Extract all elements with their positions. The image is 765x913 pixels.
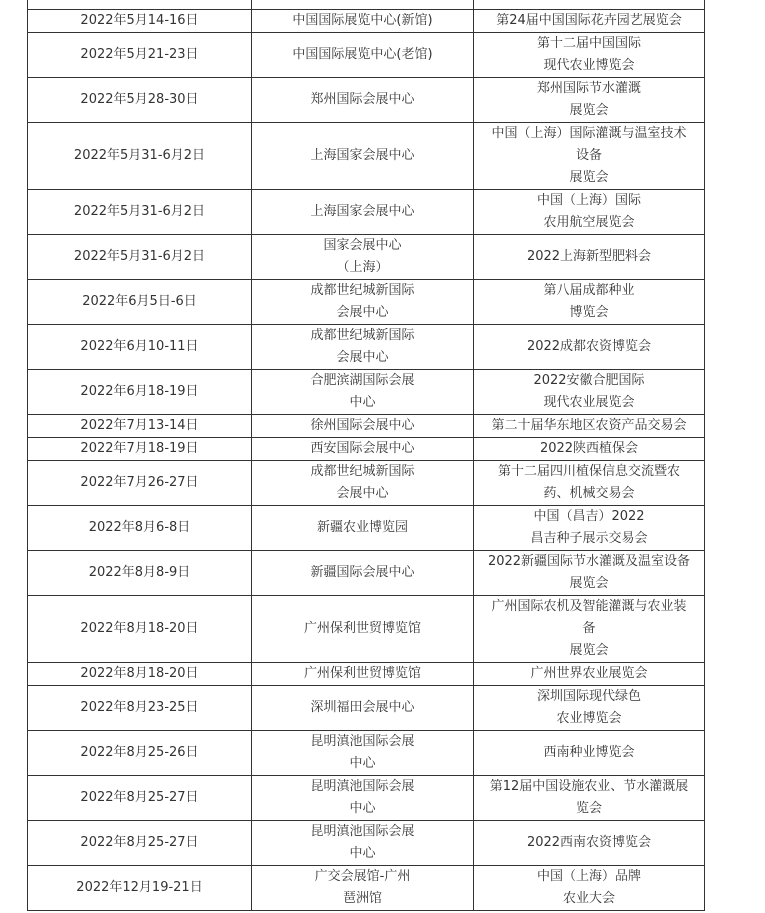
date-cell: 2022年8月18-20日 <box>28 596 252 663</box>
event-cell <box>474 438 705 461</box>
table-row <box>28 190 705 235</box>
event-cell-line: 第二十届华东地区农资产品交易会 <box>491 418 687 433</box>
venue-cell-line: 中心 <box>349 756 376 771</box>
venue-cell <box>252 438 474 461</box>
venue-cell <box>252 506 474 551</box>
date-cell: 2022年8月25-27日 <box>28 821 252 866</box>
event-cell <box>474 551 705 596</box>
event-cell-line: 广州世界农业展览会 <box>530 666 648 681</box>
event-cell <box>474 866 705 911</box>
venue-cell-line: 昆明滇池国际会展 <box>310 824 415 839</box>
event-cell-line: 中国（昌吉）2022 <box>533 509 645 524</box>
table-row <box>28 461 705 506</box>
event-cell-line: 第十二届中国国际 <box>536 36 641 51</box>
date-cell: 2022年7月13-14日 <box>28 415 252 438</box>
event-cell-line: 博览会 <box>569 305 609 320</box>
table-row <box>28 370 705 415</box>
event-cell-line: 深圳国际现代绿色 <box>536 689 641 704</box>
table-row <box>28 438 705 461</box>
date-cell: 2022年8月18-20日 <box>28 663 252 686</box>
table-body <box>28 0 705 911</box>
event-cell <box>474 235 705 280</box>
venue-cell <box>252 33 474 78</box>
venue-cell-line: 上海国家会展中心 <box>310 148 415 163</box>
venue-cell-line: 中心 <box>349 801 376 816</box>
event-cell-line: 昌吉种子展示交易会 <box>530 531 648 546</box>
date-cell: 2022年7月18-19日 <box>28 438 252 461</box>
event-cell-line: 2022西南农资博览会 <box>526 835 652 850</box>
venue-cell <box>252 10 474 33</box>
event-cell <box>474 123 705 190</box>
venue-cell <box>252 325 474 370</box>
date-cell: 2022年8月23-25日 <box>28 686 252 731</box>
venue-cell-line: 广交会展馆-广州 <box>314 869 411 884</box>
date-cell <box>28 0 252 10</box>
table-row <box>28 325 705 370</box>
venue-cell-line: 合肥滨湖国际会展 <box>310 373 415 388</box>
event-cell-line: 设备 <box>575 148 602 163</box>
event-cell-line: 第12届中国设施农业、节水灌溉展 <box>489 779 689 794</box>
event-cell <box>474 461 705 506</box>
event-cell-line: 现代农业博览会 <box>543 58 635 73</box>
venue-cell-line: 成都世纪城新国际 <box>310 283 415 298</box>
venue-cell-line: 中心 <box>349 846 376 861</box>
venue-cell-line: 中心 <box>349 395 376 410</box>
venue-cell <box>252 821 474 866</box>
date-cell: 2022年5月21-23日 <box>28 33 252 78</box>
venue-cell <box>252 686 474 731</box>
table-row <box>28 0 705 10</box>
venue-cell-line: 中国国际展览中心(新馆) <box>292 13 433 28</box>
date-cell: 2022年5月31-6月2日 <box>28 235 252 280</box>
table-row <box>28 123 705 190</box>
event-cell-line: 郑州国际节水灌溉 <box>536 81 641 96</box>
event-cell-line: 农业博览会 <box>556 711 622 726</box>
date-cell: 2022年6月10-11日 <box>28 325 252 370</box>
event-cell <box>474 190 705 235</box>
venue-cell-line: （上海） <box>336 260 389 275</box>
table-row <box>28 821 705 866</box>
venue-cell <box>252 663 474 686</box>
event-cell <box>474 78 705 123</box>
date-cell: 2022年6月5日-6日 <box>28 280 252 325</box>
venue-cell <box>252 731 474 776</box>
venue-cell-line: 广州保利世贸博览馆 <box>303 621 421 636</box>
table-row <box>28 235 705 280</box>
table-row <box>28 280 705 325</box>
venue-cell-line: 中国国际展览中心(老馆) <box>292 47 433 62</box>
event-cell-line: 2022成都农资博览会 <box>526 339 652 354</box>
venue-cell-line: 郑州国际会展中心 <box>310 92 415 107</box>
table-row <box>28 78 705 123</box>
venue-cell <box>252 123 474 190</box>
event-cell-line: 2022上海新型肥料会 <box>526 249 652 264</box>
event-cell <box>474 663 705 686</box>
date-cell: 2022年8月8-9日 <box>28 551 252 596</box>
event-cell <box>474 776 705 821</box>
date-cell: 2022年8月25-26日 <box>28 731 252 776</box>
event-cell-line: 中国（上海）国际 <box>536 193 641 208</box>
table-row <box>28 551 705 596</box>
event-cell-line: 广州国际农机及智能灌溉与农业装 <box>491 599 687 614</box>
venue-cell-line: 会展中心 <box>336 350 389 365</box>
venue-cell <box>252 415 474 438</box>
exhibition-schedule-table-wrapper <box>27 0 704 911</box>
venue-cell <box>252 370 474 415</box>
event-cell-line: 展览会 <box>569 103 609 118</box>
date-cell: 2022年5月31-6月2日 <box>28 123 252 190</box>
event-cell-line: 览会 <box>575 801 602 816</box>
event-cell-line: 展览会 <box>569 643 609 658</box>
venue-cell-line: 昆明滇池国际会展 <box>310 734 415 749</box>
event-cell <box>474 506 705 551</box>
venue-cell-line: 新疆国际会展中心 <box>310 565 415 580</box>
venue-cell <box>252 78 474 123</box>
venue-cell-line: 昆明滇池国际会展 <box>310 779 415 794</box>
table-row <box>28 33 705 78</box>
event-cell <box>474 33 705 78</box>
event-cell-line: 2022新疆国际节水灌溉及温室设备 <box>487 554 691 569</box>
table-row <box>28 663 705 686</box>
table-row <box>28 596 705 663</box>
venue-cell-line: 会展中心 <box>336 305 389 320</box>
event-cell-line: 农用航空展览会 <box>543 215 635 230</box>
venue-cell-line: 琶洲馆 <box>342 891 382 906</box>
event-cell-line: 农业大会 <box>562 891 615 906</box>
venue-cell-line: 徐州国际会展中心 <box>310 418 415 433</box>
table-row <box>28 731 705 776</box>
event-cell-line: 展览会 <box>569 576 609 591</box>
event-cell <box>474 325 705 370</box>
venue-cell-line: 上海国家会展中心 <box>310 204 415 219</box>
event-cell <box>474 0 705 10</box>
venue-cell-line: 深圳福田会展中心 <box>310 700 415 715</box>
event-cell-line: 备 <box>582 621 596 636</box>
venue-cell <box>252 776 474 821</box>
date-cell: 2022年6月18-19日 <box>28 370 252 415</box>
venue-cell-line: 会展中心 <box>336 486 389 501</box>
venue-cell <box>252 866 474 911</box>
venue-cell-line: 西安国际会展中心 <box>310 441 415 456</box>
event-cell <box>474 415 705 438</box>
event-cell-line: 西南种业博览会 <box>543 745 635 760</box>
venue-cell-line: 新疆农业博览园 <box>316 520 408 535</box>
event-cell-line: 2022陕西植保会 <box>539 441 639 456</box>
table-row <box>28 415 705 438</box>
event-cell-line: 药、机械交易会 <box>543 486 635 501</box>
venue-cell <box>252 551 474 596</box>
event-cell-line: 展览会 <box>569 170 609 185</box>
date-cell: 2022年8月6-8日 <box>28 506 252 551</box>
venue-cell <box>252 0 474 10</box>
event-cell-line: 中国（上海）品牌 <box>536 869 641 884</box>
venue-cell <box>252 596 474 663</box>
venue-cell-line: 成都世纪城新国际 <box>310 328 415 343</box>
event-cell-line: 2022安徽合肥国际 <box>533 373 645 388</box>
event-cell <box>474 280 705 325</box>
event-cell-line: 第24届中国国际花卉园艺展览会 <box>496 13 682 28</box>
venue-cell <box>252 235 474 280</box>
event-cell-line: 第十二届四川植保信息交流暨农 <box>497 464 680 479</box>
event-cell-line: 第八届成都种业 <box>543 283 635 298</box>
event-cell <box>474 821 705 866</box>
event-cell <box>474 596 705 663</box>
table-row <box>28 686 705 731</box>
event-cell <box>474 370 705 415</box>
venue-cell <box>252 280 474 325</box>
exhibition-schedule-table <box>27 0 705 911</box>
date-cell: 2022年8月25-27日 <box>28 776 252 821</box>
venue-cell <box>252 190 474 235</box>
event-cell <box>474 10 705 33</box>
event-cell-line: 中国（上海）国际灌溉与温室技术 <box>491 126 687 141</box>
table-row <box>28 506 705 551</box>
table-row <box>28 776 705 821</box>
venue-cell-line: 成都世纪城新国际 <box>310 464 415 479</box>
event-cell <box>474 731 705 776</box>
event-cell-line: 现代农业展览会 <box>543 395 635 410</box>
venue-cell-line: 国家会展中心 <box>323 238 402 253</box>
venue-cell <box>252 461 474 506</box>
event-cell <box>474 686 705 731</box>
date-cell: 2022年7月26-27日 <box>28 461 252 506</box>
date-cell: 2022年5月31-6月2日 <box>28 190 252 235</box>
date-cell: 2022年5月14-16日 <box>28 10 252 33</box>
venue-cell-line: 广州保利世贸博览馆 <box>303 666 421 681</box>
date-cell: 2022年12月19-21日 <box>28 866 252 911</box>
date-cell: 2022年5月28-30日 <box>28 78 252 123</box>
table-row <box>28 866 705 911</box>
table-row <box>28 10 705 33</box>
